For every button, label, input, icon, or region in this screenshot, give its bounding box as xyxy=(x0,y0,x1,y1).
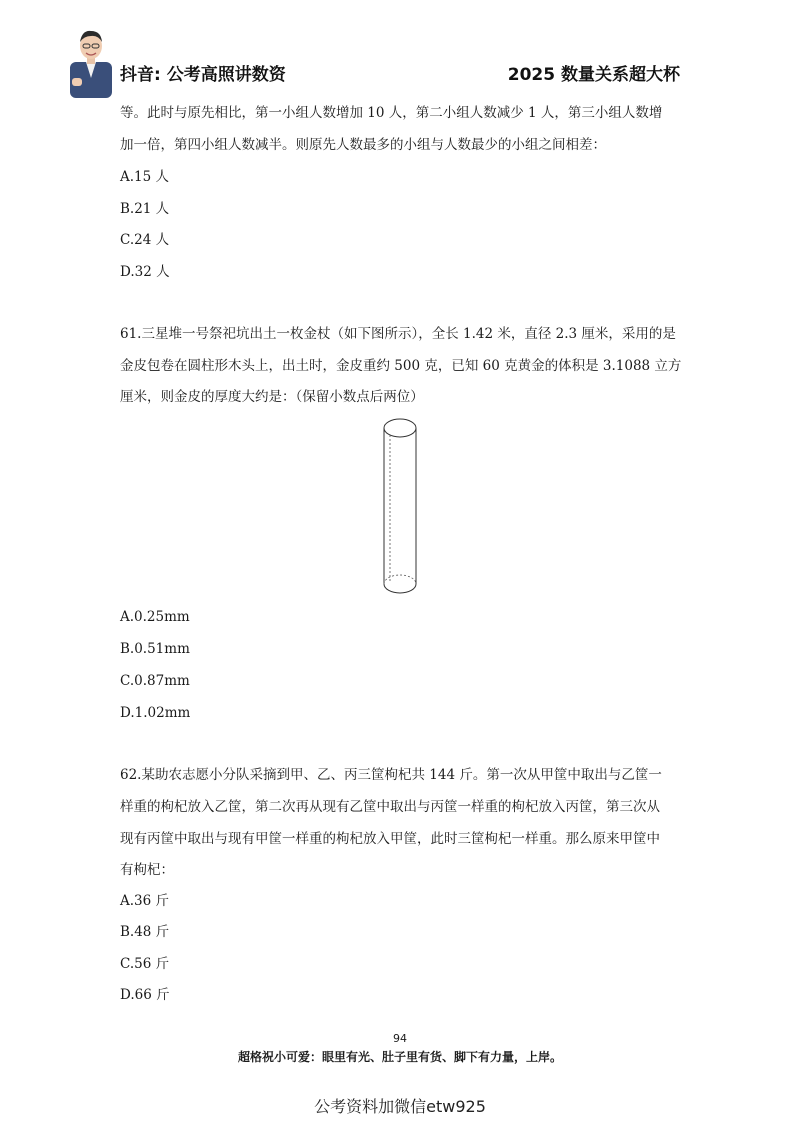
q60-option-d: D.32 人 xyxy=(120,264,170,280)
watermark-text: 公考资料加微信etw925 xyxy=(314,1097,486,1116)
q62-line-4: 有枸杞： xyxy=(120,862,174,878)
q60-line-2: 加一倍，第四小组人数减半。则原先人数最多的小组与人数最少的小组之间相差： xyxy=(120,137,606,153)
q61-option-c: C.0.87mm xyxy=(120,673,190,689)
q61-line-2: 金皮包卷在圆柱形木头上，出土时，金皮重约 500 克，已知 60 克黄金的体积是 3.1088 立方 xyxy=(120,358,682,374)
page-number: 94 xyxy=(393,1032,407,1045)
q62-option-c: C.56 斤 xyxy=(120,956,170,972)
q62-line-3: 现有丙筐中取出与现有甲筐一样重的枸杞放入甲筐，此时三筐枸杞一样重。那么原来甲筐中 xyxy=(120,831,660,847)
q60-option-c: C.24 人 xyxy=(120,232,170,248)
header-book-title: 2025 数量关系超大杯 xyxy=(507,65,680,85)
q60-line-1: 等。此时与原先相比，第一小组人数增加 10 人，第二小组人数减少 1 人，第三小组人数增 xyxy=(120,105,663,121)
q61-option-b: B.0.51mm xyxy=(120,641,190,657)
q60-option-b: B.21 人 xyxy=(120,201,170,217)
presenter-avatar xyxy=(70,26,112,98)
header-channel-title: 抖音: 公考高照讲数资 xyxy=(120,65,286,85)
q62-option-b: B.48 斤 xyxy=(120,924,170,940)
cylinder-figure xyxy=(370,416,430,598)
q61-option-a: A.0.25mm xyxy=(120,609,190,625)
q62-option-a: A.36 斤 xyxy=(120,893,170,909)
q62-line-2: 样重的枸杞放入乙筐，第二次再从现有乙筐中取出与丙筐一样重的枸杞放入丙筐，第三次从 xyxy=(120,799,660,815)
q61-option-d: D.1.02mm xyxy=(120,705,191,721)
q62-option-d: D.66 斤 xyxy=(120,987,170,1003)
q62-line-1: 62.某助农志愿小分队采摘到甲、乙、丙三筐枸杞共 144 斤。第一次从甲筐中取出与乙筐一 xyxy=(120,767,662,783)
q61-line-3: 厘米，则金皮的厚度大约是：（保留小数点后两位） xyxy=(120,389,424,405)
q61-line-1: 61.三星堆一号祭祀坑出土一枚金杖（如下图所示），全长 1.42 米，直径 2.3 厘米，采用的是 xyxy=(120,326,676,342)
footer-slogan: 超格祝小可爱：眼里有光、肚子里有货、脚下有力量，上岸。 xyxy=(237,1050,562,1064)
q60-option-a: A.15 人 xyxy=(120,169,170,185)
